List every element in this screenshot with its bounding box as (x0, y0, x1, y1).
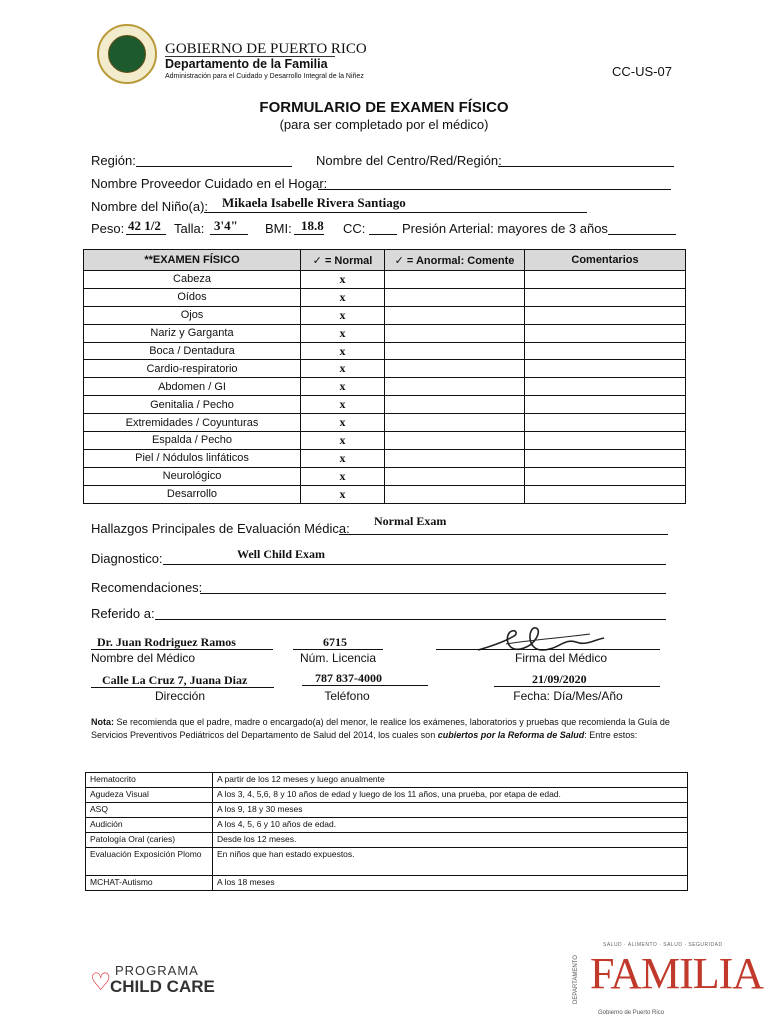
weight-field[interactable] (126, 234, 166, 235)
form-title: FORMULARIO DE EXAMEN FÍSICO (259, 99, 509, 116)
schedule-test: MCHAT-Autismo (86, 876, 213, 891)
exam-item: Piel / Nódulos linfáticos (84, 449, 301, 467)
exam-header-exam: **EXAMEN FÍSICO (84, 250, 301, 271)
schedule-test: Patología Oral (caries) (86, 833, 213, 848)
table-row (84, 342, 686, 360)
child-name-value: Mikaela Isabelle Rivera Santiago (222, 195, 406, 210)
phone-value: 787 837-4000 (315, 671, 382, 685)
provider-label: Nombre Proveedor Cuidado en el Hogar: (91, 176, 328, 191)
center-label: Nombre del Centro/Red/Región: (316, 153, 502, 168)
diagnosis-field[interactable] (163, 564, 666, 565)
referred-label: Referido a: (91, 606, 155, 621)
table-row (84, 467, 686, 485)
normal-mark[interactable]: x (301, 288, 385, 306)
height-label: Talla: (174, 221, 205, 236)
abnormal-cell[interactable] (385, 396, 525, 414)
physical-exam-table (83, 249, 686, 504)
diagnosis-label: Diagnostico: (91, 551, 163, 566)
date-field[interactable] (494, 686, 660, 687)
child-name-field[interactable] (204, 212, 587, 213)
abnormal-cell[interactable] (385, 288, 525, 306)
table-row (84, 306, 686, 324)
table-row (86, 818, 688, 833)
normal-mark[interactable]: x (301, 414, 385, 432)
table-row (84, 271, 686, 289)
table-row (84, 378, 686, 396)
provider-field[interactable] (318, 189, 671, 190)
familia-subtitle: Gobierno de Puerto Rico (598, 1010, 665, 1016)
schedule-test: ASQ (86, 803, 213, 818)
note-paragraph (91, 716, 691, 742)
cc-field[interactable] (369, 234, 397, 235)
exam-item: Ojos (84, 306, 301, 324)
note-label: Nota: (91, 717, 114, 727)
comment-cell[interactable] (525, 342, 686, 360)
table-row (84, 288, 686, 306)
license-field[interactable] (293, 649, 383, 650)
bmi-field[interactable] (294, 234, 324, 235)
comment-cell[interactable] (525, 396, 686, 414)
normal-mark[interactable]: x (301, 378, 385, 396)
phone-field[interactable] (302, 685, 428, 686)
comment-cell[interactable] (525, 485, 686, 503)
normal-mark[interactable]: x (301, 432, 385, 450)
comment-cell[interactable] (525, 432, 686, 450)
height-value: 3'4" (214, 218, 238, 233)
table-row (84, 414, 686, 432)
findings-field[interactable] (339, 534, 668, 535)
license-caption: Núm. Licencia (299, 651, 377, 665)
height-field[interactable] (210, 234, 248, 235)
seal-shield-icon (108, 35, 146, 73)
schedule-when: A los 4, 5, 6 y 10 años de edad. (213, 818, 688, 833)
abnormal-cell[interactable] (385, 271, 525, 289)
familia-tagline: SALUD · ALIMENTO · SALUD · SEGURIDAD (603, 942, 723, 948)
region-field[interactable] (136, 166, 292, 167)
doctor-name-caption: Nombre del Médico (91, 651, 196, 665)
exam-item: Cabeza (84, 271, 301, 289)
table-row (86, 773, 688, 788)
table-row (86, 788, 688, 803)
weight-value: 42 1/2 (128, 218, 161, 233)
normal-mark[interactable]: x (301, 485, 385, 503)
table-row (86, 848, 688, 876)
table-row (84, 432, 686, 450)
exam-table-header (84, 250, 686, 271)
exam-item: Abdomen / GI (84, 378, 301, 396)
government-name: GOBIERNO DE PUERTO RICO (165, 41, 367, 57)
note-text: Se recomienda que el padre, madre o encargado(a) del menor, le realice los exámenes, laboratorios y pruebas que recomienda la Guía de Servicios Preventivos Pediátricos del Departamento de Salud del 2014, los cuales son (91, 717, 670, 740)
abnormal-cell[interactable] (385, 360, 525, 378)
schedule-when: A partir de los 12 meses y luego anualmente (213, 773, 688, 788)
weight-label: Peso: (91, 221, 125, 236)
schedule-when: Desde los 12 meses. (213, 833, 688, 848)
diagnosis-value: Well Child Exam (237, 547, 326, 561)
exam-item: Oídos (84, 288, 301, 306)
normal-mark[interactable]: x (301, 396, 385, 414)
doctor-name-field[interactable] (91, 649, 273, 650)
signature-field[interactable] (436, 649, 660, 650)
programa-text: PROGRAMA (115, 963, 199, 978)
findings-value: Normal Exam (374, 514, 447, 528)
schedule-test: Audición (86, 818, 213, 833)
date-caption: Fecha: Día/Mes/Año (513, 689, 623, 703)
bmi-value: 18.8 (301, 218, 324, 233)
comment-cell[interactable] (525, 288, 686, 306)
comment-cell[interactable] (525, 324, 686, 342)
exam-item: Espalda / Pecho (84, 432, 301, 450)
comment-cell[interactable] (525, 467, 686, 485)
table-row (86, 876, 688, 891)
blood-pressure-field[interactable] (608, 234, 676, 235)
exam-item: Desarrollo (84, 485, 301, 503)
heart-icon: ♡ (90, 969, 112, 996)
comment-cell[interactable] (525, 378, 686, 396)
normal-mark[interactable]: x (301, 342, 385, 360)
recommendations-field[interactable] (200, 593, 666, 594)
abnormal-cell[interactable] (385, 324, 525, 342)
exam-item: Nariz y Garganta (84, 324, 301, 342)
abnormal-cell[interactable] (385, 414, 525, 432)
schedule-test: Agudeza Visual (86, 788, 213, 803)
exam-item: Cardio-respiratorio (84, 360, 301, 378)
note-text-end: : Entre estos: (584, 730, 638, 740)
normal-mark[interactable]: x (301, 324, 385, 342)
department-name: Departamento de la Familia (165, 57, 328, 71)
address-field[interactable] (91, 687, 274, 688)
abnormal-cell[interactable] (385, 467, 525, 485)
form-subtitle: (para ser completado por el médico) (279, 117, 489, 132)
normal-mark[interactable]: x (301, 467, 385, 485)
abnormal-cell[interactable] (385, 306, 525, 324)
government-seal (97, 24, 157, 84)
cc-label: CC: (343, 221, 366, 236)
normal-mark[interactable]: x (301, 449, 385, 467)
center-field[interactable] (498, 166, 674, 167)
table-row (84, 449, 686, 467)
schedule-when: A los 18 meses (213, 876, 688, 891)
table-row (86, 833, 688, 848)
blood-pressure-label: Presión Arterial: mayores de 3 años (402, 221, 608, 236)
abnormal-cell[interactable] (385, 485, 525, 503)
normal-mark[interactable]: x (301, 306, 385, 324)
table-row (84, 396, 686, 414)
region-label: Región: (91, 153, 136, 168)
comment-cell[interactable] (525, 360, 686, 378)
address-caption: Dirección (154, 689, 205, 703)
schedule-test: Hematocrito (86, 773, 213, 788)
note-emphasis: cubiertos por la Reforma de Salud (437, 730, 585, 740)
child-care-text: CHILD CARE (110, 977, 215, 996)
phone-caption: Teléfono (324, 689, 370, 703)
normal-mark[interactable]: x (301, 271, 385, 289)
table-row (84, 324, 686, 342)
abnormal-cell[interactable] (385, 449, 525, 467)
findings-label: Hallazgos Principales de Evaluación Médica: (91, 521, 350, 536)
table-row (86, 803, 688, 818)
recommendations-label: Recomendaciones: (91, 580, 203, 595)
table-row (84, 485, 686, 503)
schedule-test: Evaluación Exposición Plomo (86, 848, 213, 876)
address-value: Calle La Cruz 7, Juana Diaz (102, 673, 248, 687)
exam-header-abnormal: ✓ = Anormal: Comente (385, 250, 525, 271)
schedule-when: A los 3, 4, 5,6, 8 y 10 años de edad y luego de los 11 años, una prueba, por etapa de edad. (213, 788, 688, 803)
abnormal-cell[interactable] (385, 432, 525, 450)
schedule-when: A los 9, 18 y 30 meses (213, 803, 688, 818)
abnormal-cell[interactable] (385, 378, 525, 396)
schedule-table (85, 772, 688, 891)
comment-cell[interactable] (525, 271, 686, 289)
exam-item: Genitalia / Pecho (84, 396, 301, 414)
bmi-label: BMI: (265, 221, 292, 236)
familia-logo: FAMILIA (590, 949, 764, 998)
abnormal-cell[interactable] (385, 342, 525, 360)
familia-dept: DEPARTAMENTO (573, 955, 579, 1004)
date-value: 21/09/2020 (532, 672, 587, 686)
license-value: 6715 (323, 635, 347, 649)
normal-mark[interactable]: x (301, 360, 385, 378)
comment-cell[interactable] (525, 449, 686, 467)
child-name-label: Nombre del Niño(a): (91, 199, 209, 214)
form-code: CC-US-07 (612, 64, 672, 79)
signature-caption: Firma del Médico (514, 651, 608, 665)
doctor-name-value: Dr. Juan Rodriguez Ramos (97, 635, 236, 649)
comment-cell[interactable] (525, 306, 686, 324)
exam-header-normal: ✓ = Normal (301, 250, 385, 271)
exam-item: Boca / Dentadura (84, 342, 301, 360)
exam-item: Extremidades / Coyunturas (84, 414, 301, 432)
table-row (84, 360, 686, 378)
schedule-when: En niños que han estado expuestos. (213, 848, 688, 876)
comment-cell[interactable] (525, 414, 686, 432)
department-subtitle: Administración para el Cuidado y Desarrollo Integral de la Niñez (165, 73, 364, 80)
exam-item: Neurológico (84, 467, 301, 485)
exam-header-comments: Comentarios (525, 250, 686, 271)
